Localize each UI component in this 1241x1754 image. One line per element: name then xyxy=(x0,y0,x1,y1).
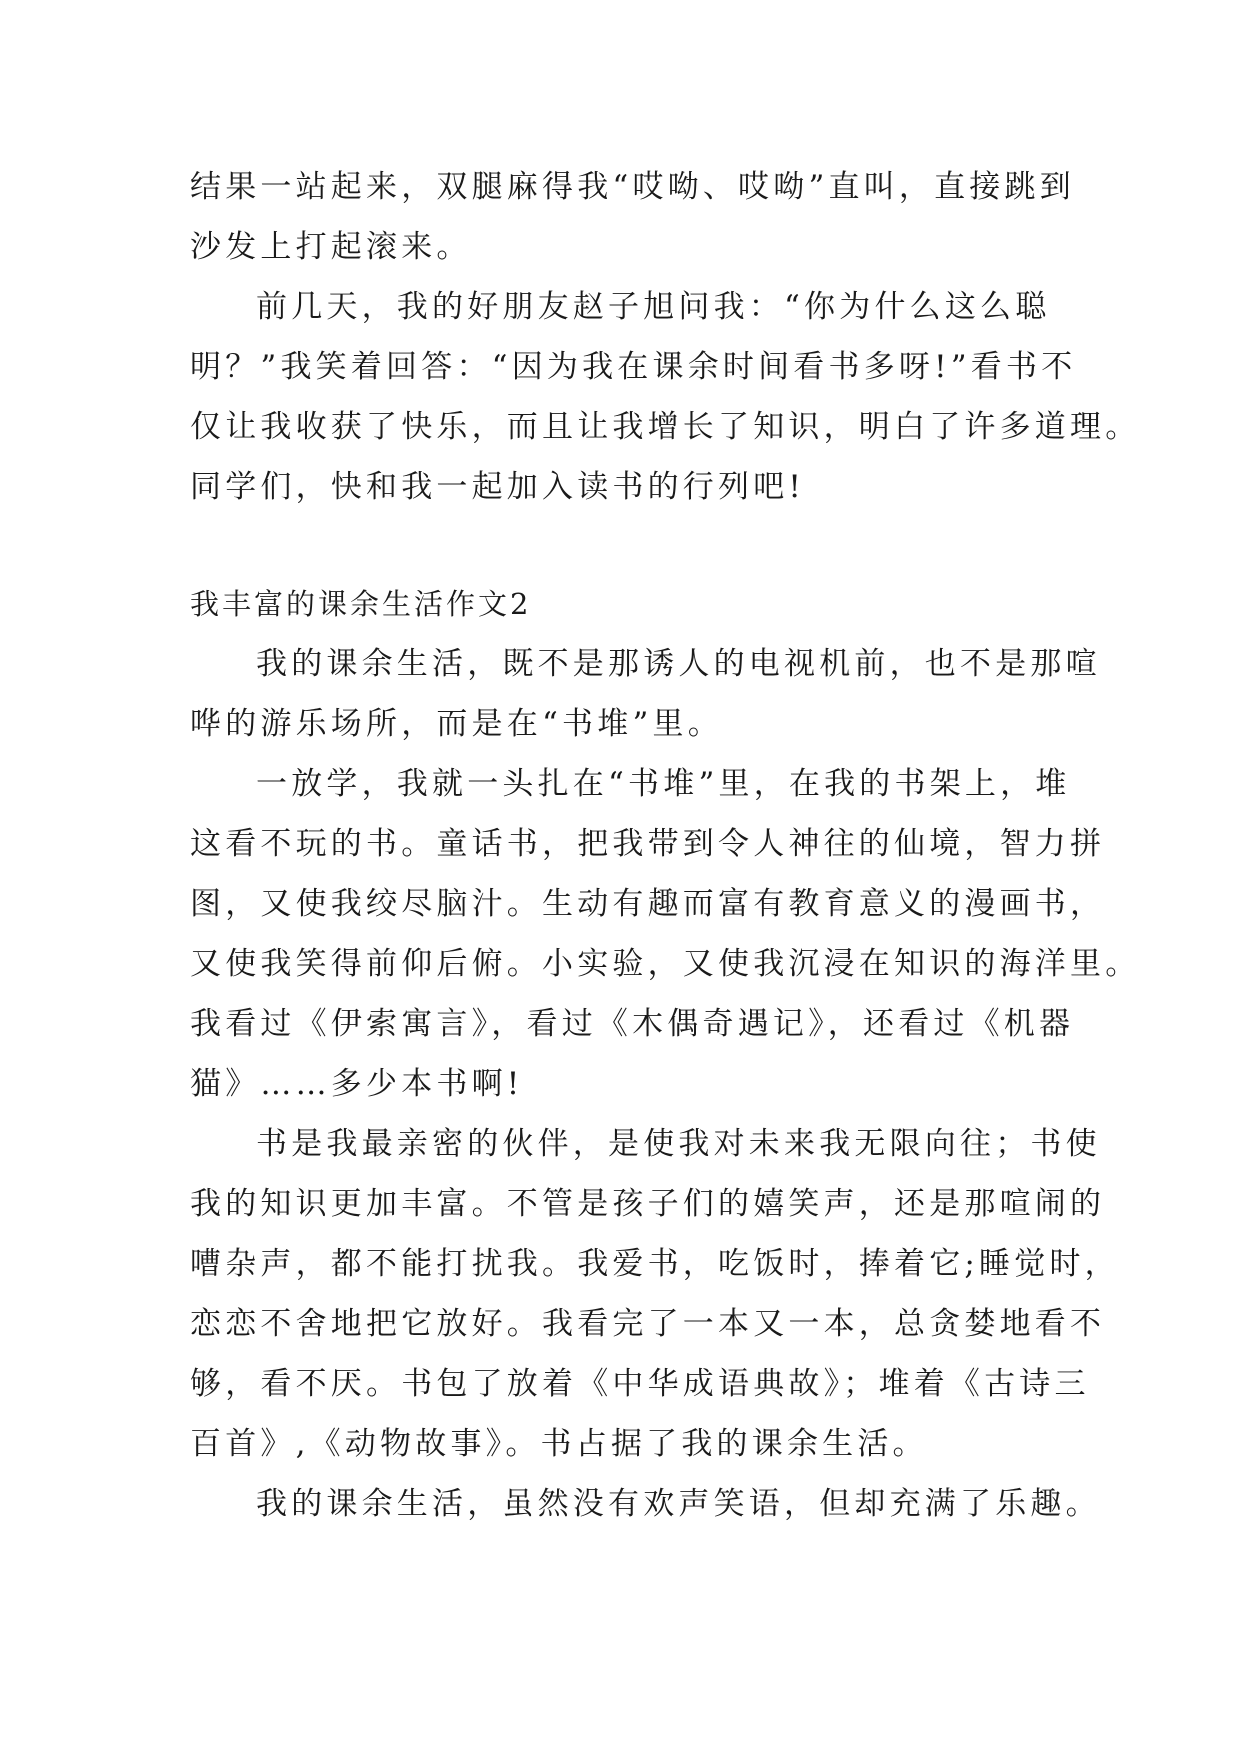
paragraph-line: 书是我最亲密的伙伴，是使我对未来我无限向往；书使 xyxy=(256,1126,1101,1162)
paragraph-line: 明？”我笑着回答：“因为我在课余时间看书多呀!”看书不 xyxy=(190,349,1077,385)
document-body xyxy=(190,157,1141,1534)
paragraph-line: 我的课余生活，虽然没有欢声笑语，但却充满了乐趣。 xyxy=(256,1486,1101,1522)
section-spacer xyxy=(190,517,1060,574)
paragraph-line: 结果一站起来，双腿麻得我“哎呦、哎呦”直叫，直接跳到 xyxy=(190,169,1075,205)
paragraph-line: 图，又使我绞尽脑汁。生动有趣而富有教育意义的漫画书， xyxy=(190,886,1106,922)
paragraph-line: 百首》,《动物故事》。书占据了我的课余生活。 xyxy=(190,1426,928,1462)
paragraph-line: 我的课余生活，既不是那诱人的电视机前，也不是那喧 xyxy=(256,646,1101,682)
paragraph-line: 前几天，我的好朋友赵子旭问我：“你为什么这么聪 xyxy=(256,289,1051,325)
paragraph-line: 恋恋不舍地把它放好。我看完了一本又一本，总贪婪地看不 xyxy=(190,1306,1106,1342)
paragraph-line: 又使我笑得前仰后俯。小实验，又使我沉浸在知识的海洋里。 xyxy=(190,946,1141,982)
paragraph-line: 沙发上打起滚来。 xyxy=(190,229,472,265)
paragraph-line: 嘈杂声，都不能打扰我。我爱书，吃饭时，捧着它;睡觉时， xyxy=(190,1246,1120,1282)
paragraph-line: 我看过《伊索寓言》，看过《木偶奇遇记》，还看过《机器 xyxy=(190,1006,1075,1042)
paragraph-line: 我的知识更加丰富。不管是孩子们的嬉笑声，还是那喧闹的 xyxy=(190,1186,1106,1222)
paragraph-line: 一放学，我就一头扎在“书堆”里，在我的书架上，堆 xyxy=(256,766,1071,802)
paragraph-line: 哗的游乐场所，而是在“书堆”里。 xyxy=(190,706,723,742)
paragraph-line: 仅让我收获了快乐，而且让我增长了知识，明白了许多道理。 xyxy=(190,409,1141,445)
paragraph-line: 这看不玩的书。童话书，把我带到令人神往的仙境，智力拼 xyxy=(190,826,1106,862)
paragraph-line: 猫》……多少本书啊! xyxy=(190,1066,524,1102)
paragraph-line: 够，看不厌。书包了放着《中华成语典故》；堆着《古诗三 xyxy=(190,1366,1090,1402)
paragraph-line: 同学们，快和我一起加入读书的行列吧! xyxy=(190,469,806,505)
essay-title: 我丰富的课余生活作文2 xyxy=(190,587,532,621)
